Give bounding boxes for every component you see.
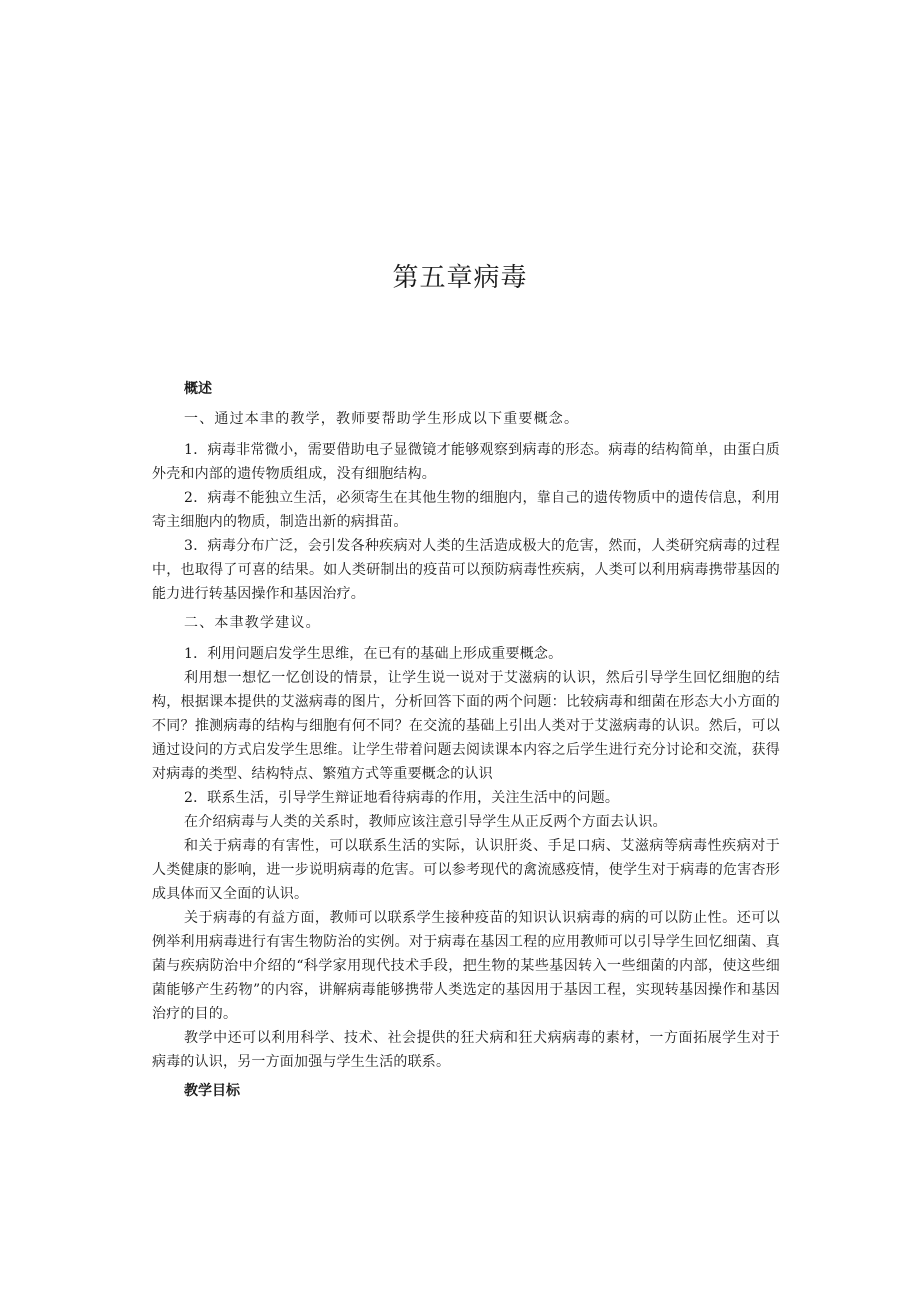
suggestion-1-paragraph: 1．利用问题启发学生思维，在已有的基础上形成重要概念。 [184,646,563,662]
overview-heading: 概述 [184,381,212,397]
concept-1-paragraph: 1．病毒非常微小，需要借助电子显微镜才能够观察到病毒的形态。病毒的结构简单，由蛋白质外壳和内部的遗传物质组成，没有细胞结构。 [152,442,780,482]
suggestion-1-detail-paragraph: 利用想一想忆一忆创设的情景，让学生说一说对于艾滋病的认识，然后引导学生回忆细胞的结构，根据课本提供的艾滋病毒的图片，分析回答下面的两个问题：比较病毒和细菌在形态大小方面的不同？推测病毒的结构与细胞有何不同？在交流的基础上引出人类对于艾滋病毒的认识。然后，可以通过设问的方式启发学生思维。让学生带着问题去阅读课本内容之后学生进行充分讨论和交流，获得对病毒的类型、结构特点、繁殖方式等重要概念的认识 [152,670,780,782]
objectives-heading: 教学目标 [184,1083,240,1099]
concept-3-paragraph: 3．病毒分布广泛，会引发各种疾病对人类的生活造成极大的危害，然而，人类研究病毒的过程中，也取得了可喜的结果。如人类研制出的疫苗可以预防病毒性疾病，人类可以利用病毒携带基因的能力进行转基因操作和基因治疗。 [152,538,780,602]
chapter-title: 第五章病毒 [392,263,528,293]
suggestion-2-intro-paragraph: 在介绍病毒与人类的关系时，教师应该注意引导学生从正反两个方面去认识。 [184,814,667,830]
part-two-heading: 二、本聿教学建议。 [184,615,321,631]
part-one-heading: 一、通过本聿的教学，教师要帮助学生形成以下重要概念。 [184,411,580,427]
document-body [152,378,780,1110]
rabies-paragraph: 教学中还可以利用科学、技术、社会提供的狂犬病和狂犬病病毒的素材，一方面拓展学生对于病毒的认识，另一方面加强与学生生活的联系。 [152,1030,780,1070]
suggestion-2-paragraph: 2．联系生活，引导学生辩证地看待病毒的作用，关注生活中的问题。 [184,790,620,806]
concept-2-paragraph: 2．病毒不能独立生活，必须寄生在其他生物的细胞内，靠自己的遗传物质中的遗传信息，利用寄主细胞内的物质，制造出新的病揖苗。 [152,490,780,530]
virus-harm-paragraph: 和关于病毒的有害性，可以联系生活的实际，认识肝炎、手足口病、艾滋病等病毒性疾病对于人类健康的影响，进一步说明病毒的危害。可以参考现代的禽流感疫情，使学生对于病毒的危害杏形成具体而又全面的认识。 [152,838,780,902]
virus-benefit-paragraph: 关于病毒的有益方面，教师可以联系学生接种疫苗的知识认识病毒的病的可以防止性。还可以例举利用病毒进行有害生物防治的实例。对于病毒在基因工程的应用教师可以引导学生回忆细菌、真菌与疾病防治中介绍的“科学家用现代技术手段，把生物的某些基因转入一些细菌的内部，使这些细菌能够产生药物”的内容，讲解病毒能够携带人类选定的基因用于基因工程，实现转基因操作和基因治疗的目的。 [152,910,780,1022]
